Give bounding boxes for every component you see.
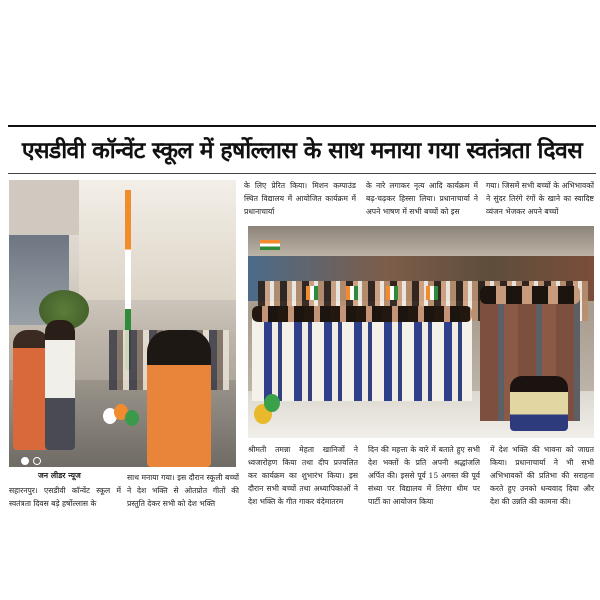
balloons [103,400,143,430]
flag-decoration [260,240,280,250]
seated-child [510,376,568,431]
students-front-row [252,316,472,401]
headline-divider [8,173,596,174]
column-3-bottom-text: श्रीमती तमन्ना मेहता खानिजों ने ध्वजारोहण किया तथा दीप प्रज्वलित कर कार्यक्रम का शुभारंभ किया। इस दौरान सभी बच्चों तथा अध्यापिकाओं ने देश भक्ति के गीत गाकर वंदेमातरम [248,445,358,506]
photo-ceiling [248,226,594,256]
column-1-bottom-text: सहारनपुर। एसडीवी कॉन्वेंट स्कूल में स्वतंत्रता दिवस बड़े हर्षोल्लास के [9,486,121,508]
older-students-heads [480,286,580,304]
woman-figure-right [147,330,211,467]
byline: जन लीडर न्यूज [38,471,81,480]
article-headline: एसडीवी कॉन्वेंट स्कूल में हर्षोल्लास के साथ मनाया गया स्वतंत्रता दिवस [21,138,583,164]
woman-figure-middle [45,320,75,450]
column-5-bottom-text: में देश भक्ति की भावना को जाग्रत किया। प्रधानाचार्या ने भी सभी अभिभावकों की प्रतिभा की सराहना करते हुए उनको धन्यवाद दिया और देश की उन्नति की कामना की। [490,445,594,506]
column-2-top-text: के लिए प्रेरित किया। मिशन कम्पाउंड स्थित विद्यालय में आयोजित कार्यक्रम में प्रधानाचार्या [244,181,356,216]
column-2-bottom-text: साथ मनाया गया। इस दौरान स्कूली बच्चों ने देश भक्ति से ओतप्रोत गीतों की प्रस्तुति देकर सभी को देश भक्ति [127,473,239,508]
handheld-flags [288,286,448,300]
photo-wall [79,180,236,300]
column-4-top-text: गया। जिसमें सभी बच्चों के अभिभावकों ने सुंदर तिरंगे रंगों के खाने का स्वादिष्ट व्यंजन भेजकर अपने बच्चों [486,181,594,216]
photo-ceiling [9,180,79,235]
gallery-dots [21,450,51,460]
woman-figure-left [13,330,49,450]
balloons [254,394,284,434]
flag-hoisting-photo [9,180,236,467]
students-heads [252,306,472,322]
students-group-photo [248,226,594,438]
newspaper-clipping [8,125,596,519]
column-3-top-text: के नारे लगाकर नृत्य आदि कार्यक्रम में बढ़-चढ़कर हिस्सा लिया। प्रधानाचार्या ने अपने भाषण में सभी बच्चों को इस [366,181,478,216]
column-4-bottom-text: दिन की महत्ता के बारे में बताते हुए सभी देश भक्तों के प्रति अपनी श्रद्धांजलि अर्पित की। इससे पूर्व 15 अगस्त की पूर्व संध्या पर विद्यालय में तिरंगा थीम पर पार्टी का आयोजन किया [368,445,480,506]
